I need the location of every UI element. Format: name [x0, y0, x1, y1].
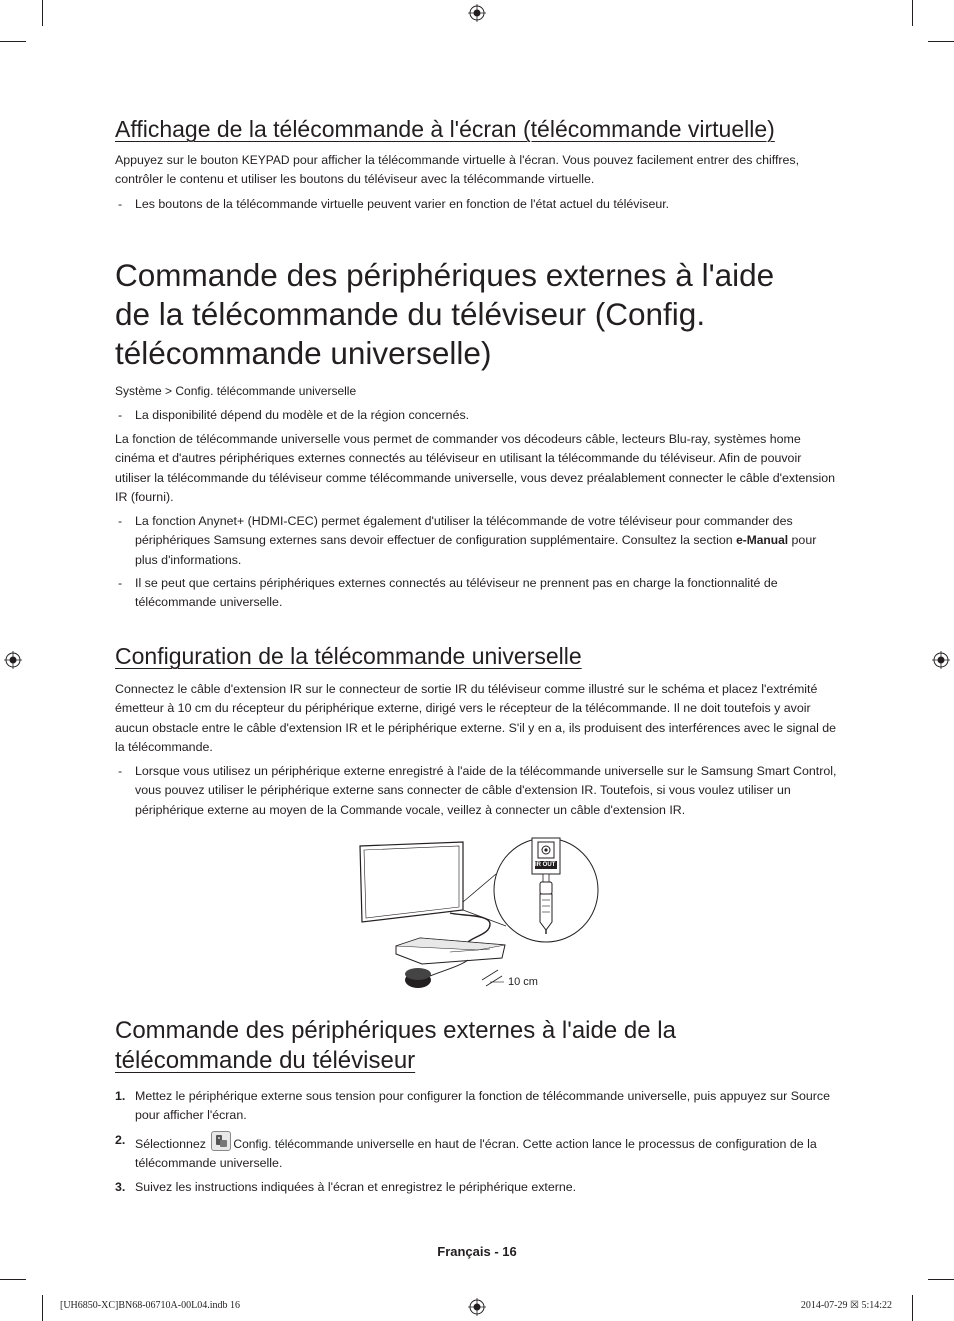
- menu-path-separator: >: [161, 384, 176, 398]
- step-text: Mettez le périphérique externe sous tension pour configurer la fonction de télécommande universelle, puis appuyez sur Source pour afficher l'écran.: [135, 1089, 830, 1123]
- note-text: Il se peut que certains périphériques externes connectés au téléviseur ne prennent pas en charge la fonctionnalité de télécommande universelle.: [135, 576, 778, 610]
- section-configuration-title: Configuration de la télécommande universelle: [115, 643, 582, 669]
- step-number: 3.: [115, 1180, 126, 1194]
- registration-mark-icon: [4, 651, 22, 669]
- universal-remote-setup-label: Config. télécommande universelle: [233, 1137, 415, 1151]
- text-span: Appuyez sur le bouton: [115, 153, 242, 167]
- text-span: Sélectionnez: [135, 1137, 210, 1151]
- crop-mark: [0, 41, 26, 42]
- step-2: [115, 1131, 840, 1174]
- step-3: [115, 1178, 840, 1197]
- text-span: en haut de l'écran. Cette action lance le processus de configuration de la télécommande universelle.: [135, 1137, 817, 1171]
- text-span: La fonction Anynet+ (HDMI-CEC) permet également d'utiliser la télécommande de votre téléviseur pour commander des périphériques Samsung externes sans devoir effectuer de configuration supplémentaire. Consultez la section: [135, 514, 793, 548]
- crop-mark: [928, 1279, 954, 1280]
- virtual-remote-note: - Les boutons de la télécommande virtuelle peuvent varier en fonction de l'état actuel du téléviseur.: [115, 195, 840, 214]
- crop-mark: [912, 0, 913, 26]
- print-timestamp: 2014-07-29 ☒ 5:14:22: [800, 1300, 892, 1311]
- keypad-label: KEYPAD: [241, 153, 290, 167]
- step-number: 2.: [115, 1133, 126, 1147]
- crop-mark: [42, 1295, 43, 1321]
- crop-mark: [928, 41, 954, 42]
- availability-note: - La disponibilité dépend du modèle et de la région concernés.: [115, 406, 840, 425]
- menu-path-system: Système: [115, 384, 162, 398]
- compatibility-note: - Il se peut que certains périphériques externes connectés au téléviseur ne prennent pas en charge la fonctionnalité de télécommande universelle.: [115, 574, 840, 613]
- section-virtual-remote-title: Affichage de la télécommande à l'écran (télécommande virtuelle): [115, 116, 775, 142]
- section-external-devices-title-line: télécommande universelle): [115, 335, 492, 371]
- text-span: Lorsque vous utilisez un périphérique externe enregistré à l'aide de la télécommande universelle sur le Samsung Smart Control, vous pouvez utiliser le périphérique externe sans connecter de câble d'extension IR. Toutefois, si vous voulez utiliser un périphérique externe au moyen de la: [135, 764, 837, 817]
- universal-remote-setup-icon: [211, 1131, 231, 1151]
- crop-mark: [912, 1295, 913, 1321]
- registration-mark-icon: [468, 1298, 486, 1316]
- section-control-devices-title-line: Commande des périphériques externes à l'aide de la: [115, 1017, 676, 1044]
- text-span: pour afficher la télécommande virtuelle à l'écran. Vous pouvez facilement entrer des chiffres, contrôler le contenu et utiliser les boutons du téléviseur avec la télécommande virtuelle.: [115, 153, 800, 187]
- crop-mark: [42, 0, 43, 26]
- note-text: [135, 512, 840, 570]
- note-text: La disponibilité dépend du modèle et de la région concernés.: [135, 408, 470, 422]
- note-text: Les boutons de la télécommande virtuelle peuvent varier en fonction de l'état actuel du téléviseur.: [135, 197, 670, 211]
- note-text: [135, 762, 840, 820]
- tv-illustration: [360, 842, 463, 922]
- step-1: [115, 1087, 840, 1126]
- step-text: [135, 1131, 840, 1174]
- smart-control-note: - Lorsque vous utilisez un périphérique externe enregistré à l'aide de la télécommande universelle sur le Samsung Smart Control, vous pouvez utiliser le périphérique externe sans connecter de câble d'extension IR. Toutefois, si vous voulez utiliser un périphérique externe au moyen de la Commande vocale, veillez à connecter un câble d'extension IR.: [115, 762, 840, 820]
- page-number: Français - 16: [437, 1244, 517, 1259]
- menu-path-universal-remote: Config. télécommande universelle: [175, 384, 357, 398]
- voice-command-label: Commande vocale: [340, 802, 441, 817]
- ir-out-label: IR OUT: [535, 862, 556, 868]
- section-control-devices-title-line: télécommande du téléviseur: [115, 1047, 416, 1074]
- e-manual-label: e-Manual: [736, 533, 789, 548]
- file-slug: [UH6850-XC]BN68-06710A-00L04.indb 16: [60, 1300, 240, 1311]
- step-number: 1.: [115, 1089, 126, 1103]
- menu-path: [115, 382, 840, 401]
- configuration-paragraph: Connectez le câble d'extension IR sur le connecteur de sortie IR du téléviseur comme illustré sur le schéma et placez l'extrémité émetteur à 10 cm du récepteur du périphérique externe, dirigé vers le récepteur de la télécommande. Il ne doit toutefois y avoir aucun obstacle entre le câble d'extension IR et le périphérique externe. S'il y en a, ils produisent des interférences avec le signal de la télécommande.: [115, 682, 837, 755]
- virtual-remote-paragraph: [115, 151, 840, 190]
- registration-mark-icon: [468, 4, 486, 22]
- registration-mark-icon: [932, 651, 950, 669]
- crop-mark: [0, 1279, 26, 1280]
- ir-extension-diagram: [350, 830, 610, 1000]
- text-span: pour plus d'informations.: [135, 533, 817, 567]
- step-text: Suivez les instructions indiquées à l'écran et enregistrez le périphérique externe.: [135, 1180, 577, 1194]
- text-span: , veillez à connecter un câble d'extension IR.: [440, 802, 686, 817]
- anynet-note: - La fonction Anynet+ (HDMI-CEC) permet également d'utiliser la télécommande de votre téléviseur pour commander des périphériques Samsung externes sans devoir effectuer de configuration supplémentaire. Consultez la section e-Manual pour plus d'informations.: [115, 512, 840, 570]
- section-external-devices-title-line: de la télécommande du téléviseur (Config.: [115, 296, 706, 332]
- distance-label: 10 cm: [508, 976, 538, 988]
- section-external-devices-title-line: Commande des périphériques externes à l'aide: [115, 257, 775, 293]
- universal-remote-paragraph: La fonction de télécommande universelle vous permet de commander vos décodeurs câble, lecteurs Blu-ray, systèmes home cinéma et d'autres périphériques externes connectés au téléviseur en utilisant la télécommande du téléviseur. Afin de pouvoir utiliser la télécommande du téléviseur comme télécommande universelle, vous devez préalablement connecter le câble d'extension IR (fourni).: [115, 432, 836, 505]
